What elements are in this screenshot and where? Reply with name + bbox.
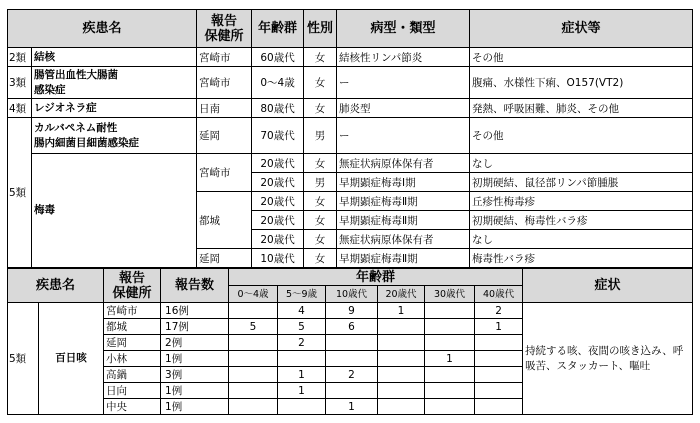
age-cell: 20歳代 xyxy=(252,192,304,211)
office-cell: 日南 xyxy=(197,99,252,118)
age-cell: 60歳代 xyxy=(252,48,304,67)
age-count-cell xyxy=(378,399,425,415)
table-header-row xyxy=(8,269,693,286)
symptoms-cell: 初期硬結、鼠径部リンパ節腫脹 xyxy=(470,173,693,192)
count-cell: 16例 xyxy=(161,303,229,319)
office-cell: 延岡 xyxy=(197,249,252,268)
disease-cell: レジオネラ症 xyxy=(32,99,197,118)
sex-cell: 女 xyxy=(304,230,337,249)
age-count-cell: 5 xyxy=(229,319,278,335)
symptoms-cell: 梅毒性バラ疹 xyxy=(470,249,693,268)
table-row xyxy=(8,118,693,154)
disease-cell: 梅毒 xyxy=(32,154,197,268)
age-count-cell xyxy=(229,367,278,383)
header-symptoms: 症状等 xyxy=(470,10,693,48)
disease-cell: 百日咳 xyxy=(39,303,104,415)
symptoms-cell: 腹痛、水様性下痢、O157(VT2) xyxy=(470,67,693,99)
class-cell: 5類 xyxy=(8,118,32,268)
class-cell: 4類 xyxy=(8,99,32,118)
age-cell: 70歳代 xyxy=(252,118,304,154)
type-cell: 早期顕症梅毒Ⅱ期 xyxy=(337,211,470,230)
age-count-cell: 1 xyxy=(378,303,425,319)
age-count-cell xyxy=(475,367,523,383)
count-cell: 17例 xyxy=(161,319,229,335)
symptoms-cell: なし xyxy=(470,154,693,173)
sex-cell: 女 xyxy=(304,192,337,211)
symptoms-cell: なし xyxy=(470,230,693,249)
sex-cell: 男 xyxy=(304,173,337,192)
count-cell: 3例 xyxy=(161,367,229,383)
header-disease: 疾患名 xyxy=(8,269,104,303)
office-cell: 高鍋 xyxy=(104,367,161,383)
table-row xyxy=(8,303,693,319)
type-cell: 結核性リンパ節炎 xyxy=(337,48,470,67)
type-cell: ー xyxy=(337,118,470,154)
header-sex: 性別 xyxy=(304,10,337,48)
age-count-cell xyxy=(278,351,326,367)
header-symptoms: 症状 xyxy=(523,269,693,303)
age-count-cell xyxy=(425,399,475,415)
age-cell: 20歳代 xyxy=(252,230,304,249)
sex-cell: 女 xyxy=(304,249,337,268)
office-cell: 中央 xyxy=(104,399,161,415)
table-row xyxy=(8,48,693,67)
class-cell: 3類 xyxy=(8,67,32,99)
symptoms-cell: 発熱、呼吸困難、肺炎、その他 xyxy=(470,99,693,118)
table-row xyxy=(8,154,693,173)
type-cell: 無症状病原体保有者 xyxy=(337,154,470,173)
symptoms-cell: その他 xyxy=(470,118,693,154)
disease-cell: カルバペネム耐性 腸内細菌目細菌感染症 xyxy=(32,118,197,154)
symptoms-cell: その他 xyxy=(470,48,693,67)
age-count-cell xyxy=(425,367,475,383)
header-count: 報告数 xyxy=(161,269,229,303)
sex-cell: 女 xyxy=(304,48,337,67)
age-count-cell xyxy=(229,335,278,351)
count-cell: 1例 xyxy=(161,383,229,399)
pertussis-table xyxy=(7,268,693,415)
sex-cell: 女 xyxy=(304,67,337,99)
age-count-cell xyxy=(475,335,523,351)
office-cell: 延岡 xyxy=(104,335,161,351)
age-count-cell: 6 xyxy=(326,319,378,335)
header-disease: 疾患名 xyxy=(8,10,197,48)
type-cell: 早期顕症梅毒Ⅱ期 xyxy=(337,192,470,211)
age-cell: 20歳代 xyxy=(252,211,304,230)
notifiable-disease-table xyxy=(7,9,693,268)
header-age-30s: 30歳代 xyxy=(425,286,475,303)
header-age: 年齢群 xyxy=(252,10,304,48)
age-count-cell: 1 xyxy=(475,319,523,335)
age-count-cell xyxy=(378,367,425,383)
age-count-cell xyxy=(425,319,475,335)
age-count-cell xyxy=(326,383,378,399)
age-cell: 20歳代 xyxy=(252,154,304,173)
symptoms-cell: 丘疹性梅毒疹 xyxy=(470,192,693,211)
age-count-cell: 2 xyxy=(278,335,326,351)
age-count-cell xyxy=(378,335,425,351)
header-office: 報告 保健所 xyxy=(104,269,161,303)
count-cell: 1例 xyxy=(161,351,229,367)
age-count-cell xyxy=(229,303,278,319)
symptoms-cell: 持続する咳、夜間の咳き込み、呼吸苦、スタッカート、嘔吐 xyxy=(523,303,693,415)
age-count-cell: 9 xyxy=(326,303,378,319)
age-count-cell xyxy=(425,383,475,399)
age-count-cell: 1 xyxy=(425,351,475,367)
office-cell: 日向 xyxy=(104,383,161,399)
sex-cell: 女 xyxy=(304,211,337,230)
age-count-cell xyxy=(475,383,523,399)
age-cell: 10歳代 xyxy=(252,249,304,268)
class-cell: 5類 xyxy=(8,303,39,415)
age-count-cell: 1 xyxy=(326,399,378,415)
office-cell: 宮崎市 xyxy=(104,303,161,319)
type-cell: 早期顕症梅毒Ⅰ期 xyxy=(337,173,470,192)
age-count-cell: 1 xyxy=(278,367,326,383)
age-count-cell xyxy=(326,351,378,367)
office-cell: 延岡 xyxy=(197,118,252,154)
age-cell: 20歳代 xyxy=(252,173,304,192)
header-age-group: 年齢群 xyxy=(229,269,523,286)
sex-cell: 女 xyxy=(304,99,337,118)
age-count-cell xyxy=(326,335,378,351)
office-cell: 宮崎市 xyxy=(197,48,252,67)
sex-cell: 男 xyxy=(304,118,337,154)
type-cell: 無症状病原体保有者 xyxy=(337,230,470,249)
header-type: 病型・類型 xyxy=(337,10,470,48)
type-cell: 早期顕症梅毒Ⅱ期 xyxy=(337,249,470,268)
age-count-cell xyxy=(475,351,523,367)
age-count-cell: 2 xyxy=(326,367,378,383)
age-count-cell xyxy=(475,399,523,415)
header-age-5-9: 5～9歳 xyxy=(278,286,326,303)
age-cell: 80歳代 xyxy=(252,99,304,118)
office-cell: 都城 xyxy=(104,319,161,335)
age-count-cell xyxy=(229,399,278,415)
header-age-10s: 10歳代 xyxy=(326,286,378,303)
sex-cell: 女 xyxy=(304,154,337,173)
office-cell: 都城 xyxy=(197,192,252,249)
age-count-cell xyxy=(425,335,475,351)
count-cell: 1例 xyxy=(161,399,229,415)
header-office: 報告 保健所 xyxy=(197,10,252,48)
disease-cell: 腸管出血性大腸菌 感染症 xyxy=(32,67,197,99)
table-row xyxy=(8,99,693,118)
count-cell: 2例 xyxy=(161,335,229,351)
header-age-0-4: 0～4歳 xyxy=(229,286,278,303)
age-count-cell: 5 xyxy=(278,319,326,335)
office-cell: 宮崎市 xyxy=(197,154,252,192)
symptoms-cell: 初期硬結、梅毒性バラ疹 xyxy=(470,211,693,230)
age-count-cell: 1 xyxy=(278,383,326,399)
header-age-40s: 40歳代 xyxy=(475,286,523,303)
age-count-cell xyxy=(378,319,425,335)
age-count-cell xyxy=(378,383,425,399)
age-count-cell xyxy=(378,351,425,367)
table-header-row xyxy=(8,10,693,48)
age-count-cell xyxy=(229,351,278,367)
age-count-cell: 4 xyxy=(278,303,326,319)
age-count-cell: 2 xyxy=(475,303,523,319)
age-count-cell xyxy=(229,383,278,399)
age-count-cell xyxy=(278,399,326,415)
type-cell: 肺炎型 xyxy=(337,99,470,118)
class-cell: 2類 xyxy=(8,48,32,67)
age-count-cell xyxy=(425,303,475,319)
age-cell: 0～4歳 xyxy=(252,67,304,99)
office-cell: 小林 xyxy=(104,351,161,367)
disease-cell: 結核 xyxy=(32,48,197,67)
office-cell: 宮崎市 xyxy=(197,67,252,99)
table-row xyxy=(8,67,693,99)
type-cell: ー xyxy=(337,67,470,99)
header-age-20s: 20歳代 xyxy=(378,286,425,303)
